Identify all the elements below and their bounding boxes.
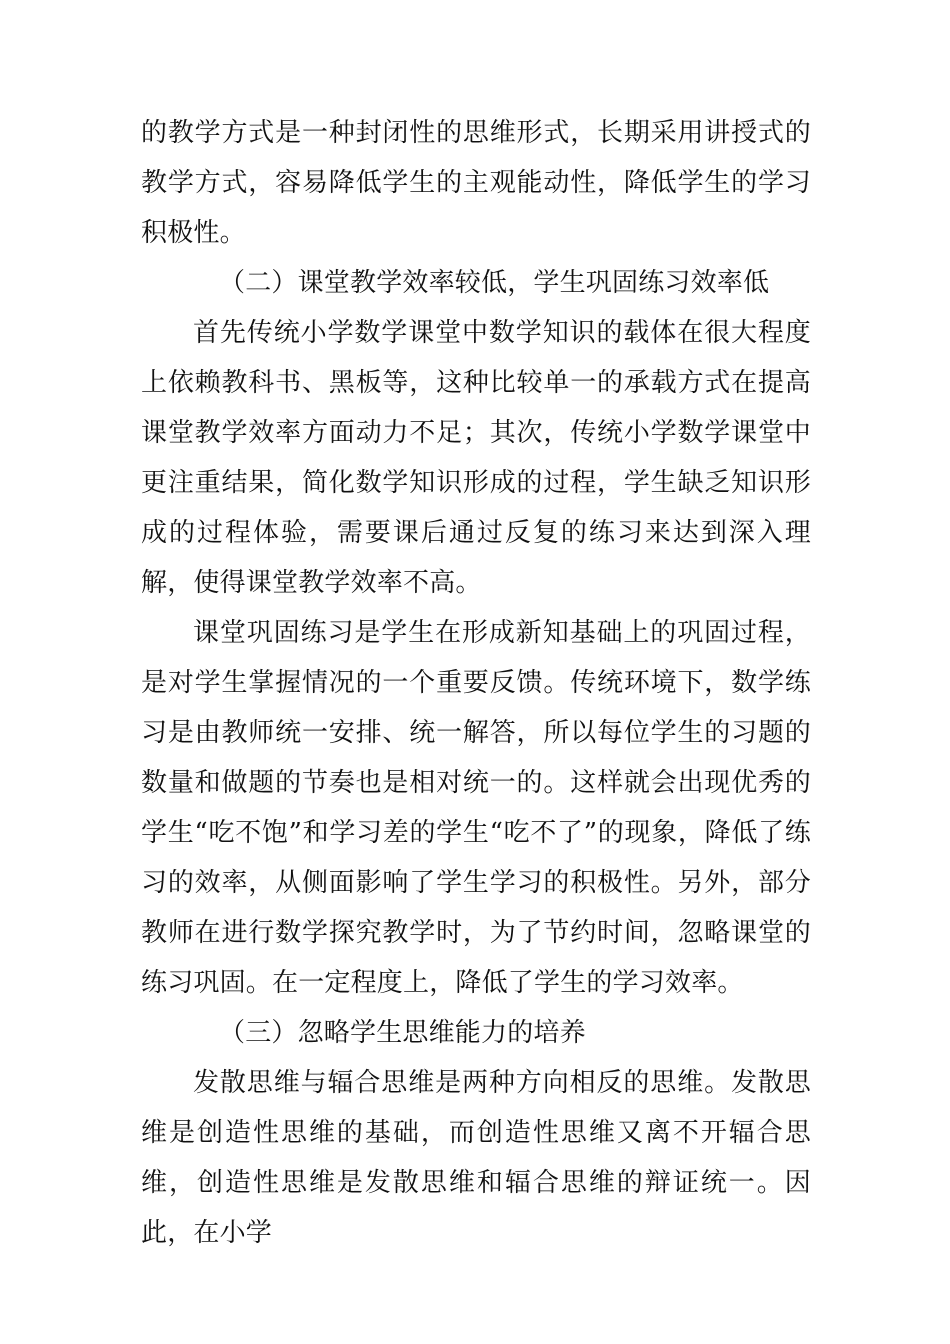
paragraph: 课堂巩固练习是学生在形成新知基础上的巩固过程，是对学生掌握情况的一个重要反馈。传统环境下，数学练习是由教师统一安排、统一解答，所以每位学生的习题的数量和做题的节奏也是相对统一的。这样就会出现优秀的学生“吃不饱”和学习差的学生“吃不了”的现象，降低了练习的效率，从侧面影响了学生学习的积极性。另外，部分教师在进行数学探究教学时，为了节约时间，忽略课堂的练习巩固。在一定程度上，降低了学生的学习效率。 — [141, 618, 811, 998]
paragraph: 首先传统小学数学课堂中数学知识的载体在很大程度上依赖教科书、黑板等，这种比较单一的承载方式在提高课堂教学效率方面动力不足；其次，传统小学数学课堂中更注重结果，简化数学知识形成的过程，学生缺乏知识形成的过程体验，需要课后通过反复的练习来达到深入理解，使得课堂教学效率不高。 — [141, 318, 811, 598]
paragraph-continued: 的教学方式是一种封闭性的思维形式，长期采用讲授式的教学方式，容易降低学生的主观能动性，降低学生的学习积极性。 — [141, 118, 811, 248]
section-heading-3: （三）忽略学生思维能力的培养 — [219, 1018, 586, 1048]
document-body — [141, 108, 811, 1258]
paragraph: 发散思维与辐合思维是两种方向相反的思维。发散思维是创造性思维的基础，而创造性思维又离不开辐合思维，创造性思维是发散思维和辐合思维的辩证统一。因此，在小学 — [141, 1068, 811, 1248]
section-heading-2: （二）课堂教学效率较低，学生巩固练习效率低 — [219, 268, 770, 298]
